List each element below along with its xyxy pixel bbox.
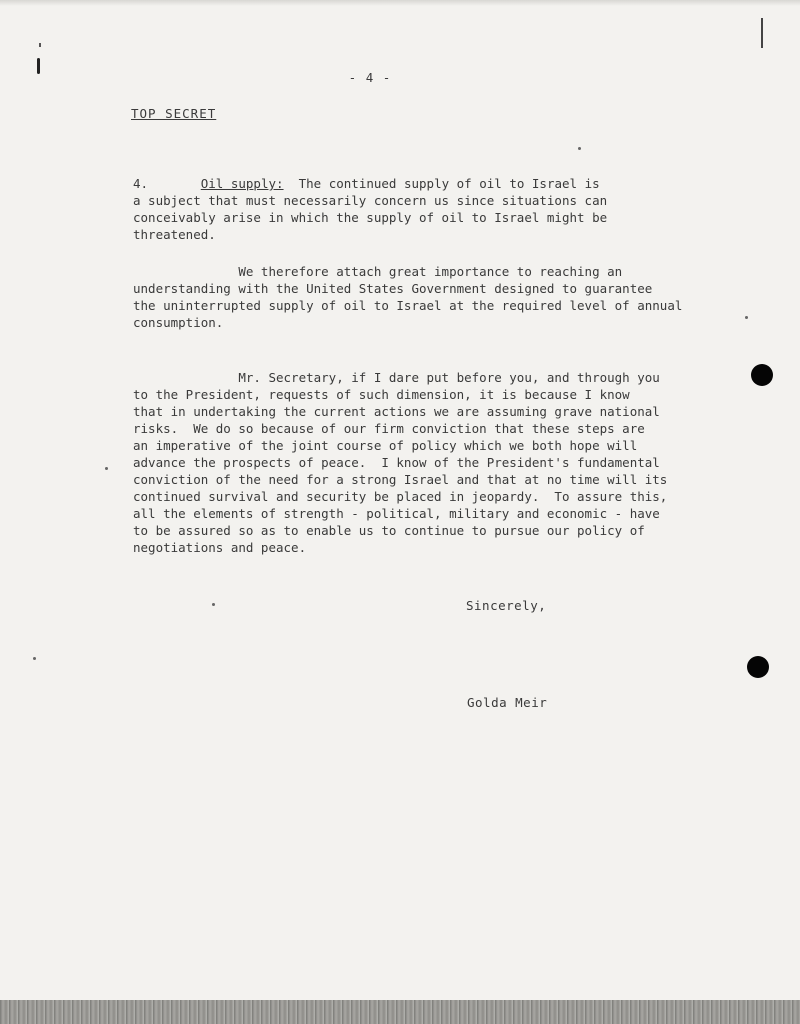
- paragraph-line: Mr. Secretary, if I dare put before you, and through you: [133, 370, 660, 385]
- paragraph-line: understanding with the United States Government designed to guarantee: [133, 281, 653, 296]
- paragraph-line: threatened.: [133, 227, 216, 242]
- scan-speck: [212, 603, 215, 606]
- punch-hole: [751, 364, 773, 386]
- paragraph-line: all the elements of strength - political, military and economic - have: [133, 506, 660, 521]
- paragraph-line: risks. We do so because of our firm conviction that these steps are: [133, 421, 645, 436]
- paragraph-line: that in undertaking the current actions we are assuming grave national: [133, 404, 660, 419]
- paragraph-line: conviction of the need for a strong Israel and that at no time will its: [133, 472, 668, 487]
- paragraph-line: to be assured so as to enable us to continue to pursue our policy of: [133, 523, 645, 538]
- paragraph-line: conceivably arise in which the supply of oil to Israel might be: [133, 210, 608, 225]
- scan-speck: [745, 316, 748, 319]
- paragraph-oil-supply: [133, 175, 713, 243]
- paragraph-line: to the President, requests of such dimension, it is because I know: [133, 387, 630, 402]
- paragraph-line: We therefore attach great importance to reaching an: [133, 264, 623, 279]
- paragraph-line: negotiations and peace.: [133, 540, 307, 555]
- paragraph-line: the uninterrupted supply of oil to Israel at the required level of annual: [133, 298, 683, 313]
- paragraph-first-line: [133, 175, 713, 192]
- paragraph-text: The continued supply of oil to Israel is: [298, 176, 600, 191]
- paragraph-line: consumption.: [133, 315, 224, 330]
- scan-speck: [105, 467, 108, 470]
- paragraph-line: advance the prospects of peace. I know of the President's fundamental: [133, 455, 660, 470]
- scan-mark: [39, 43, 41, 47]
- classification-header: TOP SECRET: [131, 106, 217, 121]
- punch-hole: [747, 656, 769, 678]
- signature-name: Golda Meir: [467, 695, 548, 710]
- paragraph-understanding: [133, 263, 713, 331]
- scan-speck: [33, 657, 36, 660]
- scan-bottom-edge: [0, 1000, 800, 1024]
- paragraph-line: continued survival and security be placed in jeopardy. To assure this,: [133, 489, 668, 504]
- paragraph-line: a subject that must necessarily concern us since situations can: [133, 193, 608, 208]
- section-heading: Oil supply:: [200, 176, 284, 191]
- page-number: - 4 -: [348, 70, 392, 85]
- scan-mark: [37, 58, 40, 74]
- scan-mark: [761, 18, 763, 48]
- paragraph-number: 4.: [133, 176, 149, 191]
- letter-closing: Sincerely,: [466, 598, 547, 613]
- scan-speck: [578, 147, 581, 150]
- paragraph-line: an imperative of the joint course of policy which we both hope will: [133, 438, 638, 453]
- scan-top-edge: [0, 0, 800, 6]
- paragraph-secretary: [133, 369, 713, 556]
